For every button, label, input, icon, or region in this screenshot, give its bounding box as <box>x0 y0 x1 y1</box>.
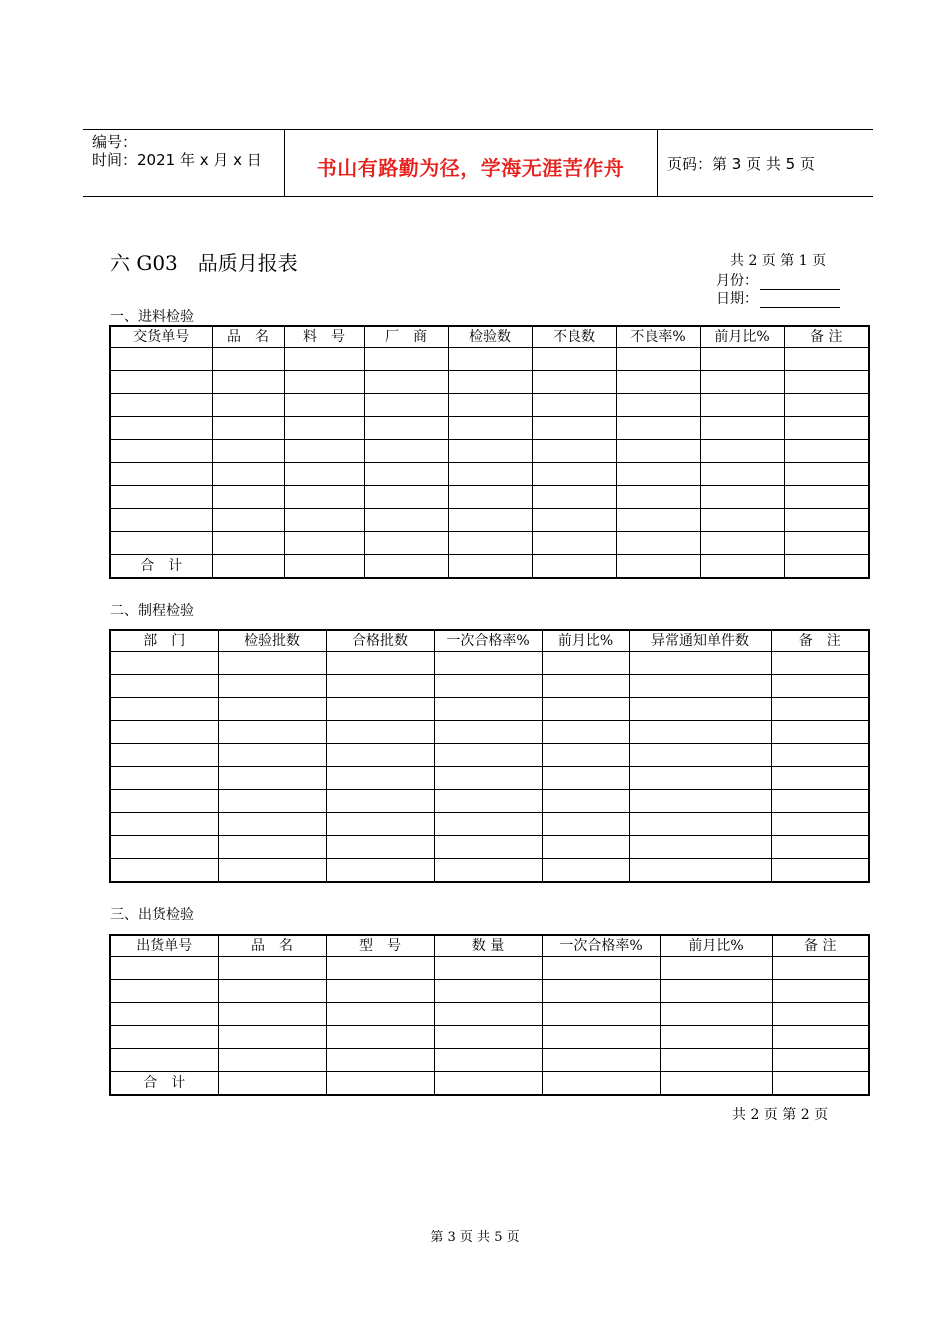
col-header: 备 注 <box>772 935 869 957</box>
table-row <box>110 1049 869 1072</box>
table-cell[interactable] <box>110 744 218 767</box>
col-header: 前月比% <box>700 326 784 348</box>
col-header: 数 量 <box>434 935 542 957</box>
table-cell[interactable] <box>771 790 869 813</box>
table-cell[interactable] <box>629 698 771 721</box>
table-cell[interactable] <box>364 509 448 532</box>
table-cell[interactable] <box>218 1026 326 1049</box>
table-cell[interactable] <box>616 509 700 532</box>
table-cell[interactable] <box>218 721 326 744</box>
footer-page-number: 第 3 页 共 5 页 <box>430 1230 520 1245</box>
table-cell[interactable] <box>660 980 772 1003</box>
table-cell[interactable] <box>110 532 212 555</box>
table-cell[interactable] <box>660 1049 772 1072</box>
table-cell[interactable] <box>542 652 629 675</box>
table-cell[interactable] <box>110 509 212 532</box>
table-row <box>110 652 869 675</box>
table-cell[interactable] <box>284 555 364 579</box>
table-cell[interactable] <box>542 675 629 698</box>
table-cell[interactable] <box>110 675 218 698</box>
table-cell[interactable] <box>629 744 771 767</box>
table-row <box>110 813 869 836</box>
table-cell[interactable] <box>434 790 542 813</box>
table-cell[interactable] <box>771 813 869 836</box>
table-cell[interactable] <box>784 440 869 463</box>
table-cell[interactable] <box>434 1072 542 1096</box>
table-cell[interactable] <box>212 394 284 417</box>
table-cell[interactable] <box>542 813 629 836</box>
table-cell[interactable] <box>110 698 218 721</box>
table-cell[interactable] <box>629 813 771 836</box>
form-title: 六 G03 品质月报表 <box>110 251 298 275</box>
table-cell[interactable] <box>629 721 771 744</box>
table-cell[interactable] <box>772 980 869 1003</box>
table-row <box>110 767 869 790</box>
table-cell[interactable] <box>326 652 434 675</box>
table-cell[interactable] <box>110 957 218 980</box>
table-cell[interactable] <box>616 417 700 440</box>
table-cell[interactable] <box>784 394 869 417</box>
table-cell[interactable] <box>110 767 218 790</box>
date-blank[interactable] <box>760 293 840 308</box>
outgoing-body <box>110 957 869 1072</box>
table-cell[interactable] <box>364 440 448 463</box>
table-cell[interactable] <box>700 371 784 394</box>
table-cell[interactable] <box>784 463 869 486</box>
header-page-code: 页码：第 3 页 共 5 页 <box>667 155 815 173</box>
table-cell[interactable] <box>434 652 542 675</box>
table-cell[interactable] <box>434 980 542 1003</box>
section-process-title: 二、制程检验 <box>110 603 194 619</box>
table-cell[interactable] <box>212 417 284 440</box>
table-cell[interactable] <box>448 348 532 371</box>
table-row <box>110 486 869 509</box>
table-cell[interactable] <box>616 555 700 579</box>
table-cell[interactable] <box>218 1072 326 1096</box>
table-cell[interactable] <box>784 532 869 555</box>
table-cell[interactable] <box>212 463 284 486</box>
table-cell[interactable] <box>218 957 326 980</box>
table-cell[interactable] <box>218 675 326 698</box>
outgoing-total-row <box>110 1072 869 1096</box>
col-header: 备 注 <box>784 326 869 348</box>
table-cell[interactable] <box>364 371 448 394</box>
table-cell[interactable] <box>212 348 284 371</box>
table-cell[interactable] <box>616 371 700 394</box>
table-cell[interactable] <box>448 394 532 417</box>
table-cell[interactable] <box>700 394 784 417</box>
table-cell[interactable] <box>326 980 434 1003</box>
month-field <box>716 272 840 290</box>
incoming-body <box>110 348 869 555</box>
table-cell[interactable] <box>772 957 869 980</box>
section-incoming-title: 一、进料检验 <box>110 309 194 325</box>
table-cell[interactable] <box>212 555 284 579</box>
table-row <box>110 509 869 532</box>
table-cell[interactable] <box>629 767 771 790</box>
table-cell[interactable] <box>784 371 869 394</box>
table-row <box>110 790 869 813</box>
table-cell[interactable] <box>532 348 616 371</box>
table-row <box>110 675 869 698</box>
header-bottom-rule <box>83 196 873 197</box>
table-cell[interactable] <box>700 417 784 440</box>
page-info-bottom: 共 2 页 第 2 页 <box>732 1107 829 1123</box>
table-cell[interactable] <box>771 721 869 744</box>
table-cell[interactable] <box>532 486 616 509</box>
col-header: 品 名 <box>212 326 284 348</box>
table-row <box>110 440 869 463</box>
table-row <box>110 348 869 371</box>
document-time-label: 时间：2021 年 x 月 x 日 <box>92 151 262 169</box>
table-cell[interactable] <box>629 652 771 675</box>
table-cell[interactable] <box>616 440 700 463</box>
table-cell[interactable] <box>542 980 660 1003</box>
table-cell[interactable] <box>212 371 284 394</box>
table-cell[interactable] <box>110 980 218 1003</box>
table-cell[interactable] <box>218 813 326 836</box>
col-header: 型 号 <box>326 935 434 957</box>
table-cell[interactable] <box>616 394 700 417</box>
table-cell[interactable] <box>218 836 326 859</box>
table-row <box>110 957 869 980</box>
table-cell[interactable] <box>532 371 616 394</box>
table-cell[interactable] <box>364 417 448 440</box>
table-cell[interactable] <box>434 813 542 836</box>
table-cell[interactable] <box>448 509 532 532</box>
table-row <box>110 698 869 721</box>
table-cell[interactable] <box>218 652 326 675</box>
table-cell[interactable] <box>616 463 700 486</box>
table-cell[interactable] <box>629 836 771 859</box>
incoming-total-row <box>110 555 869 579</box>
table-cell[interactable] <box>326 744 434 767</box>
table-cell[interactable] <box>784 509 869 532</box>
table-row <box>110 394 869 417</box>
col-header: 异常通知单件数 <box>629 630 771 652</box>
table-cell[interactable] <box>784 486 869 509</box>
table-cell[interactable] <box>542 1003 660 1026</box>
table-cell[interactable] <box>434 675 542 698</box>
table-cell[interactable] <box>326 767 434 790</box>
table-cell[interactable] <box>110 440 212 463</box>
table-cell[interactable] <box>772 1003 869 1026</box>
col-header: 一次合格率% <box>434 630 542 652</box>
date-field <box>716 290 840 308</box>
table-cell[interactable] <box>700 509 784 532</box>
section-outgoing-title: 三、出货检验 <box>110 907 194 923</box>
table-cell[interactable] <box>542 1049 660 1072</box>
table-cell[interactable] <box>218 1003 326 1026</box>
table-cell[interactable] <box>110 836 218 859</box>
table-cell[interactable] <box>326 957 434 980</box>
table-cell[interactable] <box>284 463 364 486</box>
table-cell[interactable] <box>700 463 784 486</box>
process-table <box>109 629 870 883</box>
table-cell[interactable] <box>284 509 364 532</box>
table-row <box>110 417 869 440</box>
page-info-top: 共 2 页 第 1 页 <box>730 253 827 269</box>
table-cell[interactable] <box>448 440 532 463</box>
table-cell[interactable] <box>542 859 629 883</box>
header-motto: 书山有路勤为径，学海无涯苦作舟 <box>316 156 625 180</box>
table-cell[interactable] <box>700 348 784 371</box>
col-header: 品 名 <box>218 935 326 957</box>
table-cell[interactable] <box>771 652 869 675</box>
table-row <box>110 1003 869 1026</box>
table-cell[interactable] <box>784 555 869 579</box>
table-cell[interactable] <box>532 440 616 463</box>
table-cell[interactable] <box>326 1049 434 1072</box>
table-cell[interactable] <box>771 836 869 859</box>
table-cell[interactable] <box>771 744 869 767</box>
table-cell[interactable] <box>542 767 629 790</box>
table-row <box>110 721 869 744</box>
table-cell[interactable] <box>434 698 542 721</box>
table-cell[interactable] <box>434 1026 542 1049</box>
table-cell[interactable] <box>448 555 532 579</box>
table-cell[interactable] <box>326 1003 434 1026</box>
table-row <box>110 859 869 883</box>
table-cell[interactable] <box>542 698 629 721</box>
table-row <box>110 371 869 394</box>
table-cell[interactable] <box>326 836 434 859</box>
col-header: 一次合格率% <box>542 935 660 957</box>
table-cell[interactable] <box>771 859 869 883</box>
process-header-row <box>110 630 869 652</box>
header-divider-right <box>657 129 658 197</box>
table-cell[interactable] <box>434 859 542 883</box>
table-cell[interactable] <box>700 555 784 579</box>
table-cell[interactable] <box>364 463 448 486</box>
outgoing-table <box>109 934 870 1096</box>
table-cell[interactable] <box>700 440 784 463</box>
table-cell[interactable] <box>218 698 326 721</box>
table-cell[interactable] <box>448 486 532 509</box>
table-cell[interactable] <box>434 1049 542 1072</box>
outgoing-header-row <box>110 935 869 957</box>
col-header: 前月比% <box>660 935 772 957</box>
table-cell[interactable] <box>616 348 700 371</box>
col-header: 前月比% <box>542 630 629 652</box>
table-cell[interactable] <box>434 836 542 859</box>
table-cell[interactable] <box>212 509 284 532</box>
table-cell[interactable] <box>434 767 542 790</box>
table-cell[interactable] <box>771 698 869 721</box>
table-cell[interactable] <box>771 767 869 790</box>
table-cell[interactable] <box>434 1003 542 1026</box>
table-cell[interactable] <box>110 394 212 417</box>
table-cell[interactable] <box>542 744 629 767</box>
document-number-label: 编号： <box>92 133 138 151</box>
table-cell[interactable] <box>448 371 532 394</box>
incoming-header-row <box>110 326 869 348</box>
col-header: 料 号 <box>284 326 364 348</box>
table-cell[interactable] <box>629 859 771 883</box>
table-row <box>110 744 869 767</box>
col-header: 厂 商 <box>364 326 448 348</box>
table-cell[interactable] <box>218 1049 326 1072</box>
table-row <box>110 836 869 859</box>
table-cell[interactable] <box>542 721 629 744</box>
total-label: 合 计 <box>110 555 212 579</box>
col-header: 部 门 <box>110 630 218 652</box>
table-cell[interactable] <box>212 440 284 463</box>
table-cell[interactable] <box>660 1026 772 1049</box>
table-cell[interactable] <box>434 957 542 980</box>
header-top-rule <box>83 129 873 130</box>
table-cell[interactable] <box>110 790 218 813</box>
table-cell[interactable] <box>616 532 700 555</box>
table-row <box>110 980 869 1003</box>
table-cell[interactable] <box>110 417 212 440</box>
table-cell[interactable] <box>284 371 364 394</box>
month-label: 月份： <box>716 273 758 289</box>
table-cell[interactable] <box>542 1072 660 1096</box>
table-cell[interactable] <box>218 859 326 883</box>
table-cell[interactable] <box>700 532 784 555</box>
table-cell[interactable] <box>772 1026 869 1049</box>
table-cell[interactable] <box>110 1003 218 1026</box>
table-cell[interactable] <box>218 980 326 1003</box>
table-cell[interactable] <box>532 555 616 579</box>
table-cell[interactable] <box>364 348 448 371</box>
table-cell[interactable] <box>532 417 616 440</box>
table-cell[interactable] <box>532 394 616 417</box>
table-cell[interactable] <box>326 721 434 744</box>
table-cell[interactable] <box>448 532 532 555</box>
table-cell[interactable] <box>110 348 212 371</box>
table-cell[interactable] <box>542 790 629 813</box>
table-cell[interactable] <box>629 675 771 698</box>
table-cell[interactable] <box>364 394 448 417</box>
table-cell[interactable] <box>110 813 218 836</box>
col-header: 不良数 <box>532 326 616 348</box>
table-cell[interactable] <box>784 417 869 440</box>
table-cell[interactable] <box>110 463 212 486</box>
table-cell[interactable] <box>110 652 218 675</box>
table-cell[interactable] <box>284 348 364 371</box>
table-cell[interactable] <box>212 532 284 555</box>
table-cell[interactable] <box>110 1026 218 1049</box>
table-cell[interactable] <box>284 532 364 555</box>
table-cell[interactable] <box>284 417 364 440</box>
table-cell[interactable] <box>660 957 772 980</box>
incoming-table <box>109 325 870 579</box>
date-label: 日期： <box>716 291 758 307</box>
table-cell[interactable] <box>660 1072 772 1096</box>
table-cell[interactable] <box>110 371 212 394</box>
table-cell[interactable] <box>326 1072 434 1096</box>
table-cell[interactable] <box>542 836 629 859</box>
table-cell[interactable] <box>326 698 434 721</box>
col-header: 合格批数 <box>326 630 434 652</box>
process-body <box>110 652 869 883</box>
table-cell[interactable] <box>218 767 326 790</box>
table-row <box>110 1026 869 1049</box>
table-cell[interactable] <box>364 486 448 509</box>
table-row <box>110 463 869 486</box>
table-cell[interactable] <box>326 859 434 883</box>
col-header: 交货单号 <box>110 326 212 348</box>
table-cell[interactable] <box>364 555 448 579</box>
table-cell[interactable] <box>284 394 364 417</box>
table-cell[interactable] <box>110 859 218 883</box>
table-cell[interactable] <box>629 790 771 813</box>
table-cell[interactable] <box>532 509 616 532</box>
table-cell[interactable] <box>532 463 616 486</box>
table-cell[interactable] <box>326 1026 434 1049</box>
table-cell[interactable] <box>700 486 784 509</box>
table-cell[interactable] <box>448 417 532 440</box>
table-cell[interactable] <box>284 486 364 509</box>
table-cell[interactable] <box>448 463 532 486</box>
table-cell[interactable] <box>532 532 616 555</box>
col-header: 出货单号 <box>110 935 218 957</box>
table-cell[interactable] <box>660 1003 772 1026</box>
col-header: 不良率% <box>616 326 700 348</box>
table-cell[interactable] <box>326 675 434 698</box>
table-cell[interactable] <box>110 721 218 744</box>
table-cell[interactable] <box>434 721 542 744</box>
table-row <box>110 532 869 555</box>
table-cell[interactable] <box>218 790 326 813</box>
table-cell[interactable] <box>542 1026 660 1049</box>
table-cell[interactable] <box>326 813 434 836</box>
table-cell[interactable] <box>110 1049 218 1072</box>
col-header: 检验批数 <box>218 630 326 652</box>
table-cell[interactable] <box>326 790 434 813</box>
table-cell[interactable] <box>364 532 448 555</box>
month-blank[interactable] <box>760 275 840 290</box>
col-header: 备 注 <box>771 630 869 652</box>
table-cell[interactable] <box>434 744 542 767</box>
table-cell[interactable] <box>218 744 326 767</box>
table-cell[interactable] <box>772 1072 869 1096</box>
table-cell[interactable] <box>784 348 869 371</box>
table-cell[interactable] <box>772 1049 869 1072</box>
table-cell[interactable] <box>284 440 364 463</box>
table-cell[interactable] <box>212 486 284 509</box>
total-label: 合 计 <box>110 1072 218 1096</box>
table-cell[interactable] <box>542 957 660 980</box>
table-cell[interactable] <box>616 486 700 509</box>
table-cell[interactable] <box>771 675 869 698</box>
table-cell[interactable] <box>110 486 212 509</box>
col-header: 检验数 <box>448 326 532 348</box>
